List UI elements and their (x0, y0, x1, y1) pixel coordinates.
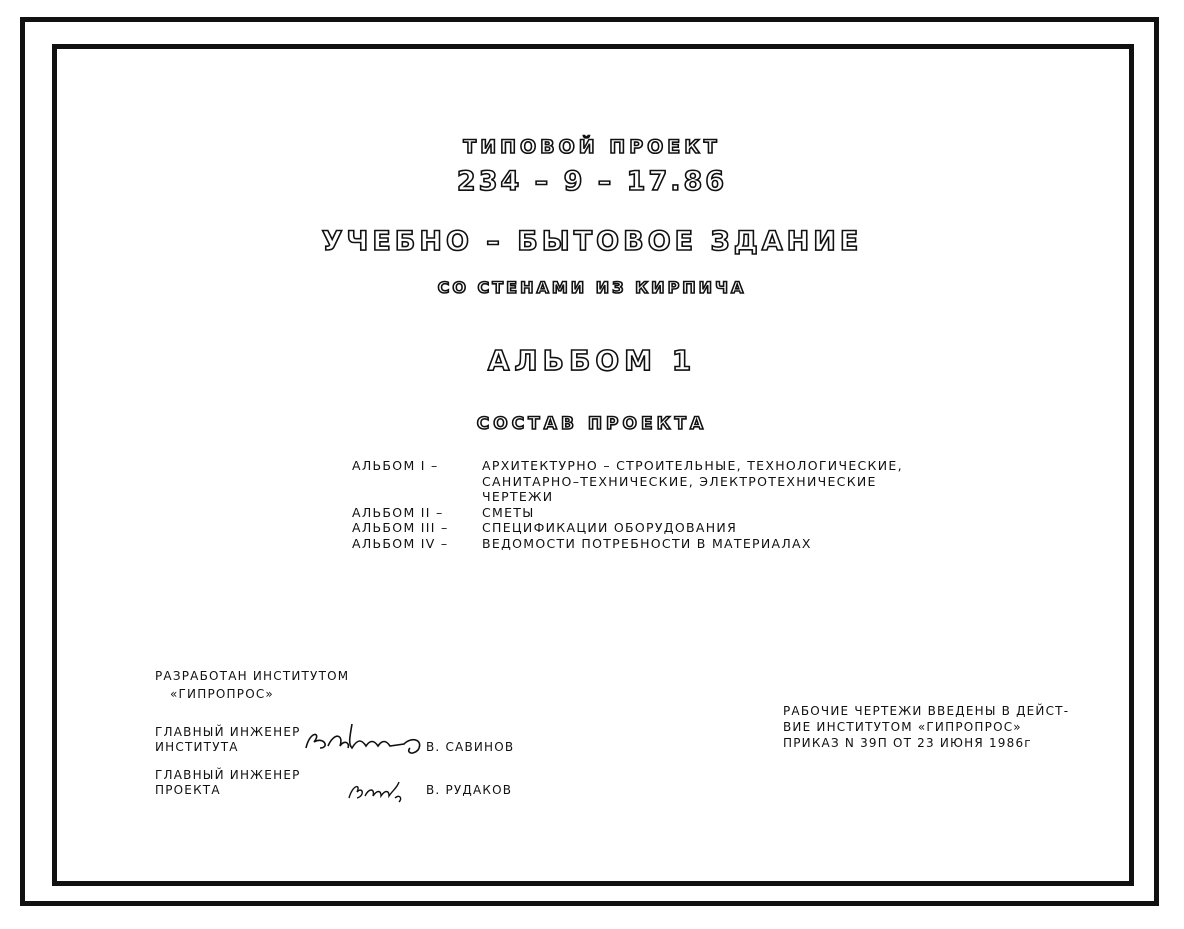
list-item (352, 458, 903, 474)
album-description: АРХИТЕКТУРНО – СТРОИТЕЛЬНЫЕ, ТЕХНОЛОГИЧЕСКИЕ, (482, 458, 903, 473)
developer-line: РАЗРАБОТАН ИНСТИТУТОМ (155, 669, 350, 683)
enactment-line-2: ВИЕ ИНСТИТУТОМ «ГИПРОПРОС» (783, 720, 1022, 734)
list-item (352, 505, 903, 521)
album-description-continued: ЧЕРТЕЖИ (482, 489, 554, 504)
album-label: АЛЬБОМ I – (352, 458, 439, 473)
building-subtitle: СО СТЕНАМИ ИЗ КИРПИЧА (437, 278, 747, 297)
album-description: СПЕЦИФИКАЦИИ ОБОРУДОВАНИЯ (482, 520, 738, 535)
album-label: АЛЬБОМ IV – (352, 535, 449, 551)
album-description: ВЕДОМОСТИ ПОТРЕБНОСТИ В МАТЕРИАЛАХ (482, 535, 812, 551)
building-name: УЧЕБНО – БЫТОВОЕ ЗДАНИЕ (321, 226, 863, 257)
developer-institute: «ГИПРОПРОС» (170, 687, 274, 701)
signature-savinov (300, 718, 432, 758)
chief-institute-subtitle: ИНСТИТУТА (155, 740, 239, 754)
project-number: 234 – 9 – 17.86 (456, 166, 728, 197)
chief-project-name: В. РУДАКОВ (426, 783, 513, 797)
chief-institute-name: В. САВИНОВ (426, 740, 515, 754)
chief-project-subtitle: ПРОЕКТА (155, 783, 221, 797)
composition-list (352, 458, 903, 551)
album-label: АЛЬБОМ II – (352, 504, 444, 520)
album-label: АЛЬБОМ III – (352, 520, 449, 535)
album-description: СМЕТЫ (482, 504, 535, 520)
signature-rudakov (345, 776, 407, 804)
project-kind: ТИПОВОЙ ПРОЕКТ (463, 136, 721, 158)
chief-project-title: ГЛАВНЫЙ ИНЖЕНЕР (155, 768, 301, 782)
album-title: АЛЬБОМ 1 (487, 344, 697, 377)
list-item (352, 520, 903, 536)
composition-title: СОСТАВ ПРОЕКТА (476, 414, 708, 434)
chief-institute-title: ГЛАВНЫЙ ИНЖЕНЕР (155, 725, 301, 739)
album-description-continued: САНИТАРНО–ТЕХНИЧЕСКИЕ, ЭЛЕКТРОТЕХНИЧЕСКИЕ (482, 473, 877, 489)
enactment-line-1: РАБОЧИЕ ЧЕРТЕЖИ ВВЕДЕНЫ В ДЕЙСТ- (783, 704, 1070, 718)
list-item (352, 536, 903, 552)
enactment-line-3: ПРИКАЗ N 39П ОТ 23 ИЮНЯ 1986г (783, 736, 1032, 750)
